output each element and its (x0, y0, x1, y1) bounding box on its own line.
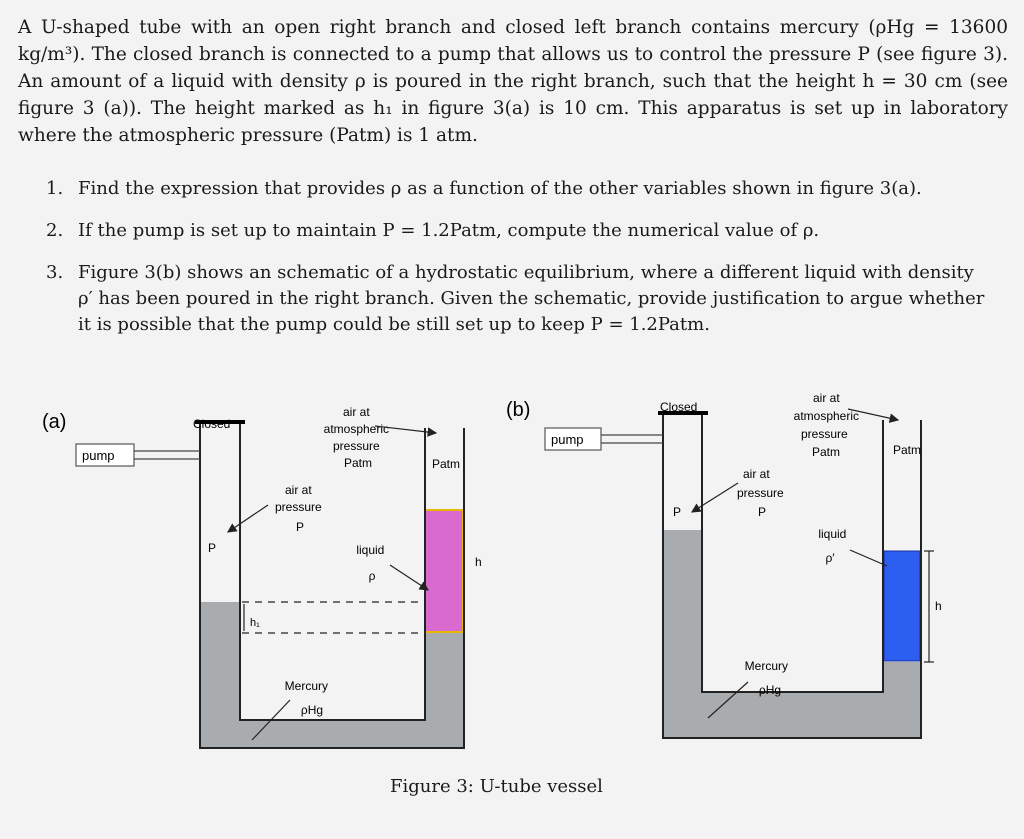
patm-label-b: Patm (893, 443, 922, 457)
pump-label-a: pump (82, 448, 115, 463)
closed-label-a: Closed (193, 417, 231, 431)
question-2 (46, 218, 986, 244)
p-label-b: P (673, 505, 682, 519)
patm-label-a: Patm (432, 457, 461, 471)
air-p-arrow-b (692, 483, 738, 512)
liquid-column-a (425, 510, 463, 632)
air-p-arrow-a (228, 505, 268, 532)
question-text: Find the expression that provides ρ as a function of the other variables shown in figure 3(a). (78, 178, 922, 199)
liquid-label-b: liquid ρ′ (818, 527, 847, 565)
question-text: If the pump is set up to maintain P = 1.2Patm, compute the numerical value of ρ. (78, 220, 820, 241)
question-1 (46, 176, 986, 202)
air-atm-label-b: air at atmospheric pressure Patm (793, 391, 860, 459)
h1-label-a: h₁ (250, 617, 260, 629)
question-3 (46, 260, 986, 338)
closed-label-b: Closed (660, 400, 698, 414)
question-number: 3. (46, 262, 64, 283)
figure-caption: Figure 3: U-tube vessel (390, 776, 603, 797)
question-list (46, 176, 986, 354)
air-atm-label-a: air at atmospheric pressure Patm (323, 405, 390, 470)
liquid-arrow-a (390, 565, 428, 590)
mercury-label-a: Mercury ρHg (284, 679, 328, 717)
panel-label-a: (a) (42, 411, 67, 433)
p-label-a: P (208, 541, 217, 555)
tube-outline-b (663, 413, 921, 738)
liquid-label-a: liquid ρ (356, 543, 385, 583)
question-text: Figure 3(b) shows an schematic of a hydrostatic equilibrium, where a different liquid with density ρ′ has been poured in the right branch. Given the schematic, provide justification to argue whether it is possible that the pump could be still set up to keep P = 1.2Patm. (78, 262, 985, 335)
figure-3 (0, 380, 1024, 780)
problem-intro: A U-shaped tube with an open right branch and closed left branch contains mercury (ρHg = 13600 kg/m³). The closed branch is connected to a pump that allows us to control the pressure P (see figure 3). An amount of a liquid with density ρ is poured in the right branch, such that the height h = 30 cm (see figure 3 (a)). The height marked as h₁ in figure 3(a) is 10 cm. This apparatus is set up in laboratory where the atmospheric pressure (Patm) is 1 atm. (18, 17, 1008, 146)
air-p-label-a: air at pressure P (274, 483, 322, 534)
diagram-b (506, 391, 942, 738)
question-number: 2. (46, 220, 64, 241)
liquid-column-b (884, 551, 920, 661)
mercury-label-b: Mercury ρHg (744, 659, 788, 697)
diagram-a (42, 405, 482, 748)
h-label-a: h (475, 555, 482, 569)
pump-label-b: pump (551, 432, 584, 447)
tube-outline-a (200, 422, 464, 748)
h-label-b: h (935, 599, 942, 613)
liquid-arrow-b (850, 550, 887, 566)
air-p-label-b: air at pressure P (736, 467, 784, 519)
panel-label-b: (b) (506, 399, 531, 421)
question-number: 1. (46, 178, 64, 199)
